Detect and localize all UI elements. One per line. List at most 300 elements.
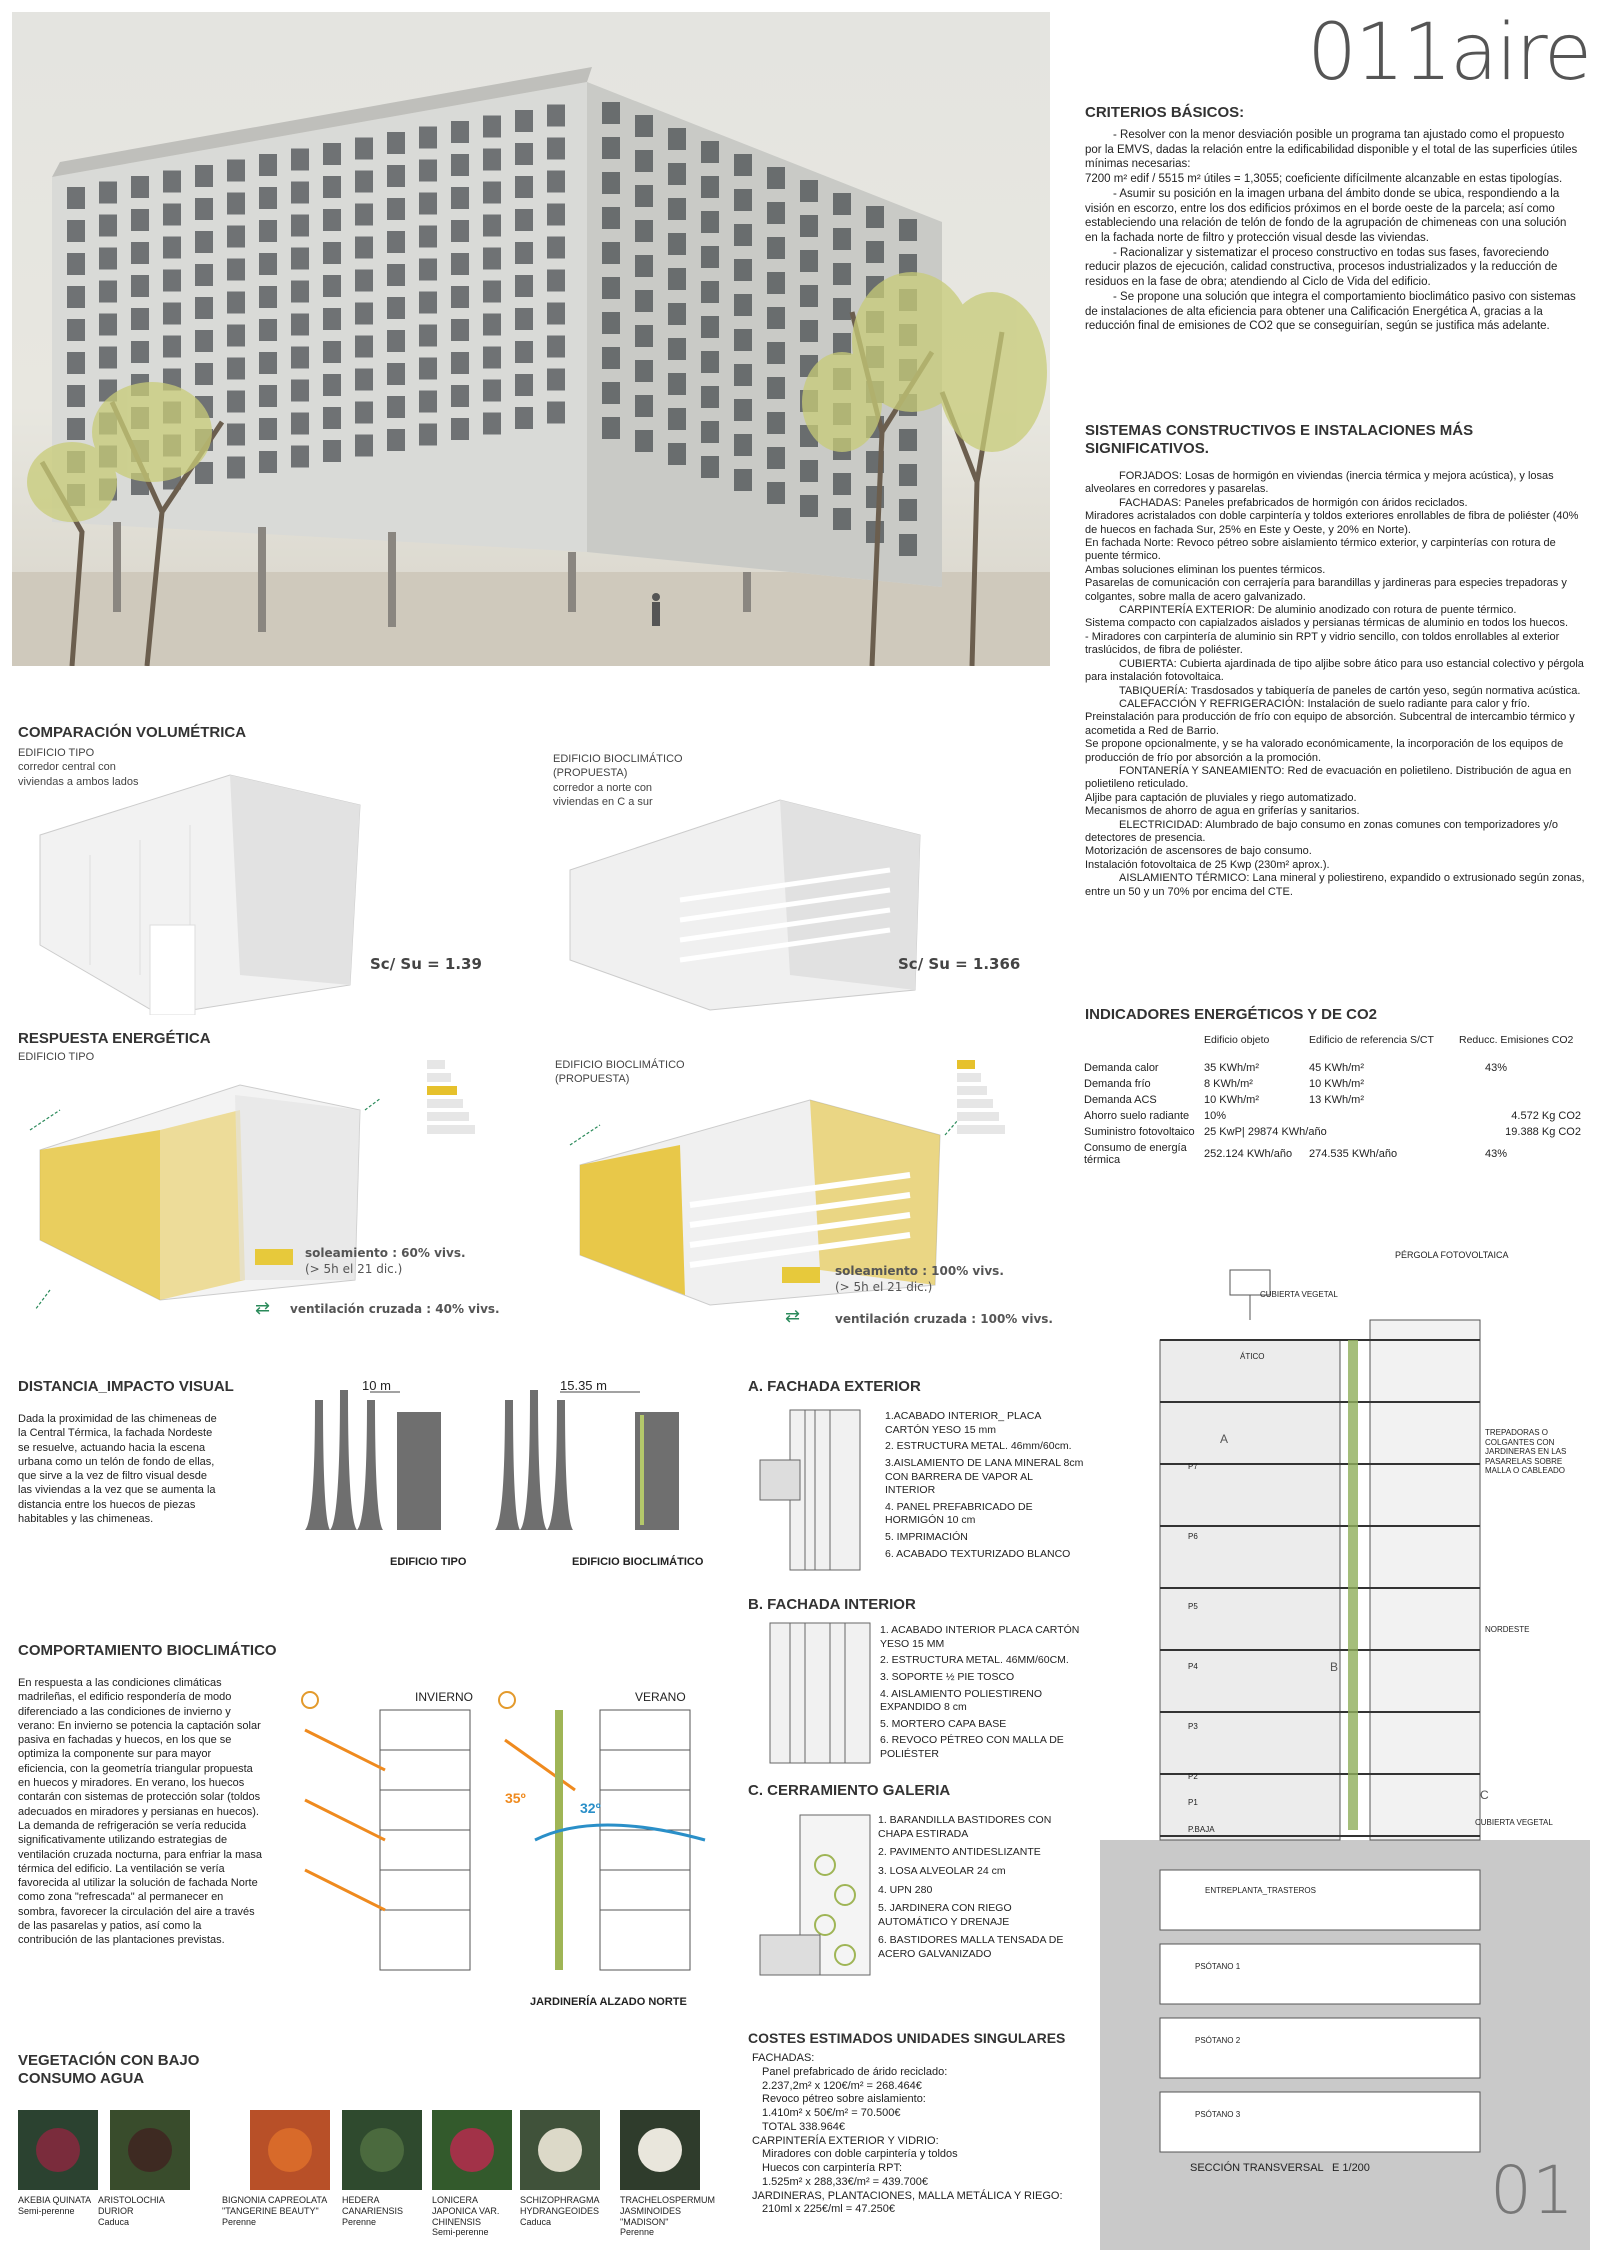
fachada-ext-list [885,1410,1085,1561]
facade-window [734,399,752,421]
sec-mark-b: B [1330,1660,1339,1674]
facade-window [387,264,405,286]
fachada-int-item: 4. AISLAMIENTO POLIESTIRENO EXPANDIDO 8 cm [880,1687,1043,1714]
facade-window [701,281,719,303]
facade-window [131,209,149,231]
facade-window [899,534,917,556]
caption-line: viviendas a ambos lados [18,775,139,788]
plant-caption [98,2195,193,2227]
facade-window [547,303,565,325]
criterios-text [1085,128,1580,334]
facade-window [701,316,719,338]
facade-window [195,330,213,352]
facade-window [701,211,719,233]
facade-window [767,167,785,189]
facade-window [515,242,533,264]
facade-window [515,209,533,231]
facade-window [701,456,719,478]
facade-window [800,215,818,237]
facade-window [800,285,818,307]
caption-line: EDIFICIO TIPO [18,747,95,759]
facade-window [387,132,405,154]
plant-photo [342,2110,422,2190]
sistemas-p: CUBIERTA: Cubierta ajardinada de tipo aljibe sobre ático para uso estancial colectivo y pérgola para instalación fotovoltaica. [1085,657,1584,684]
facade-window [635,255,653,277]
sistemas-p: Mecanismos de ahorro de agua en griferías y sanitarios. [1085,805,1360,818]
fachada-ext-item: 4. PANEL PREFABRICADO DE HORMIGÓN 10 cm [885,1500,1033,1527]
facade-window [668,338,686,360]
fachada-int-item: 6. REVOCO PÉTREO CON MALLA DE POLIÉSTER [880,1734,1064,1761]
facade-window [899,499,917,521]
facade-window [451,187,469,209]
facade-window [635,185,653,207]
facade-window [515,374,533,396]
respuesta-heading: RESPUESTA ENERGÉTICA [18,1030,211,1047]
sol-tipo-legend [255,1248,293,1266]
facade-window [833,298,851,320]
volume-tipo-diagram [30,745,370,1015]
facade-window [323,308,341,330]
plant-photo [432,2110,512,2190]
comportamiento-diagram [285,1690,725,1990]
sistemas-p: AISLAMIENTO TÉRMICO: Lana mineral y poliestireno, expandido o extrusionado según zonas, entre un 50 y un 70% por encima del CTE. [1085,872,1585,898]
facade-window [547,270,565,292]
facade-window [227,424,245,446]
facade-window [419,160,437,182]
facade-window [899,464,917,486]
sol-tipo: soleamiento : 60% vivs. [305,1246,466,1260]
facade-window [67,385,85,407]
table-cell: 10 KWh/m² [1309,1078,1365,1090]
floor-label: PSÓTANO 1 [1195,1962,1241,1971]
plant-name: TRACHELOSPERMUM JASMINOIDES "MADISON" [620,2195,716,2227]
facade-window [602,137,620,159]
plant-name: SCHIZOPHRAGMA HYDRANGEOIDES [520,2195,600,2216]
sistemas-p: FORJADOS: Losas de hormigón en viviendas (inercia térmica y mejora acústica), y losas alveolares en corredores y pasarelas. [1085,470,1554,496]
caption-line: EDIFICIO BIOCLIMÁTICO [555,1059,685,1071]
sec-nordeste: NORDESTE [1485,1625,1530,1634]
sistemas-p: CALEFACCIÓN Y REFRIGERACIÓN: Instalación de suelo radiante para calor y frío. Preinstalación para producción de frío con equipo de absorción. Subcentral de intercambio térmico y acometida a Red de Barrio. [1085,697,1575,737]
facade-window [99,347,117,369]
facade-window [227,457,245,479]
table-cell: 10 KWh/m² [1204,1094,1260,1106]
floor-label: P6 [1188,1532,1198,1541]
facade-window [899,429,917,451]
basement-level [1160,1944,1480,2004]
table-row [1080,1124,1585,1140]
facade-window [195,231,213,253]
facade-window [163,270,181,292]
facade-window [451,121,469,143]
table-cell: Consumo de energía térmica [1084,1142,1187,1166]
facade-window [635,430,653,452]
facade-window [602,382,620,404]
facade-window [291,149,309,171]
dist-label-tipo: EDIFICIO TIPO [390,1556,467,1568]
plant-type: Semi-perenne [432,2227,489,2238]
sol-bio-2: (> 5h el 21 dic.) [835,1279,933,1294]
costes-line: Revoco pétreo sobre aislamiento: [762,2093,926,2106]
facade-window [833,473,851,495]
facade-window [227,160,245,182]
indicadores-col: Reducc. Emisiones CO2 [1459,1034,1574,1046]
sol-bio-legend [782,1266,820,1284]
facade-window [387,165,405,187]
floor-label: P5 [1188,1602,1198,1611]
facade-window [483,314,501,336]
facade-window [635,325,653,347]
table-cell: 4.572 Kg CO2 [1511,1110,1581,1122]
facade-window [387,396,405,418]
facade-window [259,352,277,374]
facade-window [387,198,405,220]
facade-window [701,386,719,408]
galeria-item: 1. BARANDILLA BASTIDORES CON CHAPA ESTIRADA [878,1814,1052,1840]
caption-line: corredor a norte con [553,781,653,794]
table-cell: Suministro fotovoltaico [1084,1126,1195,1138]
plant-photo [110,2110,190,2190]
table-cell: 45 KWh/m² [1309,1062,1365,1074]
fachada-ext-detail [750,1400,880,1580]
comportamiento-caption: JARDINERÍA ALZADO NORTE [530,1996,687,2008]
plant-type: Caduca [520,2216,552,2227]
facade-window [515,341,533,363]
facade-window [602,102,620,124]
facade-window [195,198,213,220]
table-cell: Demanda calor [1084,1062,1159,1074]
table-cell: 13 KWh/m² [1309,1094,1365,1106]
facade-window [99,248,117,270]
facade-window [355,402,373,424]
sistemas-p: Sistema compacto con capialzados aislados y persianas térmicas de aluminio en todos los huecos. [1085,617,1569,630]
criterios-heading: CRITERIOS BÁSICOS: [1085,104,1245,121]
facade-window [767,202,785,224]
facade-window [323,143,341,165]
facade-window [387,231,405,253]
energy-label-tipo [425,1058,485,1148]
costes-line: Huecos con carpintería RPT: [762,2162,903,2174]
facade-window [602,277,620,299]
facade-window [602,312,620,334]
sistemas-p: - Miradores con carpintería de aluminio sin RPT y vidrio sencillo, con toldos enrollables al exterior traslúcidos, de fibra de poliéster. [1085,630,1560,657]
comportamiento-heading: COMPORTAMIENTO BIOCLIMÁTICO [18,1642,277,1659]
sec-trepadoras: TREPADORAS O COLGANTES CON JARDINERAS EN LAS PASARELAS SOBRE MALLA O CABLEADO [1485,1428,1567,1476]
sec-pergola: PÉRGOLA FOTOVOLTAICA [1395,1250,1509,1260]
floor-label: P1 [1188,1798,1198,1807]
energy-class-bar [957,1125,1005,1134]
section-caption: SECCIÓN TRANSVERSAL [1190,2162,1324,2174]
facade-window [387,330,405,352]
indicadores-heading: INDICADORES ENERGÉTICOS Y DE CO2 [1085,1006,1378,1023]
sol-tipo-text [305,1246,466,1277]
facade-window [163,336,181,358]
facade-window [866,241,884,263]
fachada-ext-item: 1.ACABADO INTERIOR_ PLACA CARTÓN YESO 15 mm [885,1410,1041,1436]
facade-window [800,320,818,342]
facade-window [355,270,373,292]
fachada-int-item: 5. MORTERO CAPA BASE [880,1717,1007,1730]
facade-window [668,303,686,325]
facade-window [515,176,533,198]
plant-name: BIGNONIA CAPREOLATA "TANGERINE BEAUTY" [222,2195,327,2216]
plant-name: HEDERA CANARIENSIS [342,2195,404,2216]
comportamiento-text: En respuesta a las condiciones climáticas madrileñas, el edificio respondería de modo diferenciado a las condiciones de invierno y verano: En invierno se potencia la captación solar pasiva en fachadas y huecos, en los que se optimiza la componente sur para mayor eficiencia, con la geometría triangular propuesta en huecos y miradores. En verano, los huecos contarán con sistemas de protección solar (toldos adecuados en miradores y persianas en huecos). La demanda de refrigeración se vería reducida significativamente utilizando estrategias de ventilación cruzada nocturna, para enfriar la masa térmica del edificio. La ventilación se vería favorecida al utilizar la solución de fachada Norte como zona "refrescada" al permanecer en sombra, favorecer la circulación del aire a través de las pasarelas y patios, así como la contribución de las plantaciones previstas. [18,1677,262,1947]
facade-window [259,220,277,242]
facade-window [635,360,653,382]
facade-window [291,347,309,369]
dist-tipo: 10 m [362,1378,391,1393]
facade-window [547,336,565,358]
facade-window [833,508,851,530]
sistemas-p: En fachada Norte: Revoco pétreo sobre aislamiento térmico exterior, y carpinterías con rotura de puente térmico. [1085,537,1556,563]
facade-window [701,351,719,373]
facade-window [259,286,277,308]
criterios-p5: - Se propone una solución que integra el comportamiento bioclimático pasivo con sistemas de instalaciones de alta eficiencia para obtener una Calificación Energética A, gracias a la reducción final de emisiones de CO2 que se conseguirían, según se justifica más adelante. [1085,290,1576,333]
costes-line: TOTAL 338.964€ [762,2120,845,2133]
table-row [1080,1048,1585,1076]
facade-window [195,363,213,385]
plant-caption [432,2195,517,2238]
facade-window [323,440,341,462]
galeria-list [878,1814,1078,1962]
energy-class-bar [427,1086,457,1095]
facade-window [259,451,277,473]
basement-level [1160,2018,1480,2078]
facade-window [67,187,85,209]
facade-window [99,314,117,336]
facade-window [668,128,686,150]
facade-window [355,237,373,259]
sistemas-p: CARPINTERÍA EXTERIOR: De aluminio anodizado con rotura de puente térmico. [1119,604,1517,617]
fachada-ext-heading: A. FACHADA EXTERIOR [748,1378,921,1395]
facade-window [767,447,785,469]
table-cell: 43% [1485,1062,1508,1074]
facade-window [67,220,85,242]
seccion-panel [1100,1250,1590,2250]
facade-window [767,307,785,329]
facade-window [451,253,469,275]
sistemas-p: Miradores acristalados con doble carpintería y toldos exteriores enrollables de fibra de poliéster (40% de huecos en fachada Sur, 25% en Este y Oeste, y 20% en Norte). [1085,510,1579,536]
ratio-bio: Sc/ Su = 1.366 [898,955,1021,973]
facade-window [227,391,245,413]
facade-window [602,242,620,264]
costes-line: 2.237,2m² x 120€/m² = 268.464€ [762,2079,922,2092]
energy-class-bar [957,1099,993,1108]
table-row [1080,1108,1585,1124]
galeria-item: 2. PAVIMENTO ANTIDESLIZANTE [878,1846,1041,1859]
facade-window [67,286,85,308]
vegetacion-heading: VEGETACIÓN CON BAJO CONSUMO AGUA [18,2052,200,2087]
facade-window [131,308,149,330]
indicadores-col [1080,1032,1200,1048]
distancia-diagram [285,1380,725,1580]
floor-label: ENTREPLANTA_TRASTEROS [1205,1886,1316,1895]
table-row [1080,1092,1585,1108]
sistemas-p: Se propone opcionalmente, y se ha valorado económicamente, la incorporación de los equipos de producción de frío por absorción a la promoción. [1085,738,1564,764]
facade-window [483,281,501,303]
facade-window [515,143,533,165]
facade-window [227,259,245,281]
facade-window [323,374,341,396]
floor-label: P.BAJA [1188,1825,1215,1834]
facade-window [451,319,469,341]
table-cell [1455,1076,1585,1092]
plant-caption [520,2195,620,2227]
angle-35: 35º [505,1790,526,1806]
vent-bio-text: ventilación cruzada : 100% vivs. [835,1312,1053,1326]
facade-window [419,193,437,215]
facade-window [767,482,785,504]
facade-window [451,286,469,308]
facade-window [323,176,341,198]
facade-window [227,358,245,380]
facade-window [483,116,501,138]
table-cell [1455,1092,1585,1108]
facade-window [668,268,686,290]
facade-window [668,233,686,255]
plant-type: Perenne [222,2216,257,2227]
plant-caption [222,2195,332,2227]
facade-window [259,418,277,440]
table-cell [1305,1108,1455,1124]
facade-window [419,358,437,380]
facade-window [323,341,341,363]
fachada-int-item: 3. SOPORTE ½ PIE TOSCO [880,1670,1015,1683]
facade-window [451,220,469,242]
galeria-heading: C. CERRAMIENTO GALERIA [748,1782,951,1799]
fachada-int-list [880,1624,1085,1762]
costes-line: CARPINTERÍA EXTERIOR Y VIDRIO: [752,2134,939,2147]
facade-window [668,373,686,395]
dist-label-bio: EDIFICIO BIOCLIMÁTICO [572,1556,704,1568]
facade-window [387,297,405,319]
basement-level [1160,1870,1480,1930]
plant-type: Perenne [620,2227,655,2238]
sec-atico: ÁTICO [1240,1352,1265,1361]
fachada-ext-item: 3.AISLAMIENTO DE LANA MINERAL 8cm CON BARRERA DE VAPOR AL INTERIOR [885,1456,1084,1497]
facade-window [419,259,437,281]
volume-bio-diagram [560,760,940,1020]
section-drawing [1100,1250,1590,2250]
facade-window [668,408,686,430]
facade-window [163,303,181,325]
costes-line: 1.525m² x 288,33€/m² = 439.700€ [762,2175,929,2188]
sistemas-heading: SISTEMAS CONSTRUCTIVOS E INSTALACIONES MÁS SIGNIFICATIVOS. [1085,422,1474,457]
costes-line: 210ml x 225€/ml = 47.250€ [762,2203,896,2216]
facade-window [259,187,277,209]
costes-heading: COSTES ESTIMADOS UNIDADES SINGULARES [748,2030,1066,2046]
facade-window [767,237,785,259]
table-cell: Demanda frío [1084,1078,1151,1090]
facade-window [419,226,437,248]
facade-window [291,413,309,435]
facade-window [419,424,437,446]
facade-window [131,275,149,297]
facade-window [195,297,213,319]
fachada-ext-item: 5. IMPRIMACIÓN [885,1531,968,1544]
sistemas-p: TABIQUERÍA: Trasdosados y tabiquería de paneles de cartón yeso, según normativa acústica. [1119,684,1581,697]
indicadores-table [1080,1032,1585,1168]
facade-window [734,329,752,351]
galeria-item: 5. JARDINERA CON RIEGO AUTOMÁTICO Y DRENAJE [878,1902,1012,1928]
project-title: 011aire [1307,8,1590,98]
building-render-illustration [12,12,1050,666]
facade-window [833,228,851,250]
facade-window [734,259,752,281]
facade-window [547,138,565,160]
facade-window [800,460,818,482]
energy-label-bio [955,1058,1015,1148]
energy-class-bar [957,1060,975,1069]
criterios-p3: - Asumir su posición en la imagen urbana del ámbito donde se ubica, respondiendo a la visión en escorzo, entre los dos edificios próximos en el borde oeste de la parcela; así como estableciendo una relación de telón de fondo de la agrupación de chimeneas con una solución en la fachada norte de filtro y protección visual desde las viviendas. [1085,187,1567,245]
basement-level [1160,2092,1480,2152]
facade-window [67,253,85,275]
facade-window [291,314,309,336]
facade-window [131,341,149,363]
table-cell: Ahorro suelo radiante [1084,1110,1190,1122]
facade-window [355,204,373,226]
facade-window [899,219,917,241]
facade-window [734,469,752,491]
facade-window [635,395,653,417]
table-cell: 10% [1204,1110,1227,1122]
floor-label: P4 [1188,1662,1198,1671]
facade-window [668,163,686,185]
plant-type: Semi-perenne [18,2205,75,2216]
facade-window [483,215,501,237]
costes-line: Panel prefabricado de árido reciclado: [762,2065,948,2078]
facade-window [547,237,565,259]
facade-window [259,253,277,275]
facade-window [67,352,85,374]
page-number: 01 [1490,2152,1574,2229]
floor-label: PSÓTANO 3 [1195,2110,1241,2119]
caption-line: (PROPUESTA) [553,767,628,780]
facade-window [323,275,341,297]
section-scale: E 1/200 [1332,2162,1370,2174]
caption-line: EDIFICIO BIOCLIMÁTICO [553,753,683,765]
fachada-int-detail [750,1618,880,1768]
facade-window [734,189,752,211]
facade-window [259,385,277,407]
floor-label: P3 [1188,1722,1198,1731]
facade-window [259,319,277,341]
costes-line: FACHADAS: [752,2052,815,2064]
plant-photo [520,2110,600,2190]
facade-window [635,115,653,137]
table-cell: 25 KwP| 29874 KWh/año [1204,1126,1327,1138]
table-cell: 8 KWh/m² [1204,1078,1253,1090]
facade-window [800,180,818,202]
facade-window [291,215,309,237]
facade-window [227,325,245,347]
facade-window [701,141,719,163]
sol-tipo-2: (> 5h el 21 dic.) [305,1261,403,1276]
facade-window [355,369,373,391]
facade-window [701,421,719,443]
facade-window [866,206,884,228]
energy-class-bar [427,1073,451,1082]
plant-photo [18,2110,98,2190]
facade-window [163,237,181,259]
criterios-p4: - Racionalizar y sistematizar el proceso constructivo en todas sus fases, favoreciendo reducir plazos de ejecución, calidad constructiva, procesos industrializados y la reducción de residuos en la fase de obra; atendiendo al Ciclo de Vida del edificio. [1085,246,1558,289]
facade-window [668,443,686,465]
facade-window [547,204,565,226]
energy-class-bar [957,1073,981,1082]
facade-window [99,281,117,303]
sol-swatch [255,1249,293,1265]
sec-mark-a: A [1220,1432,1229,1446]
